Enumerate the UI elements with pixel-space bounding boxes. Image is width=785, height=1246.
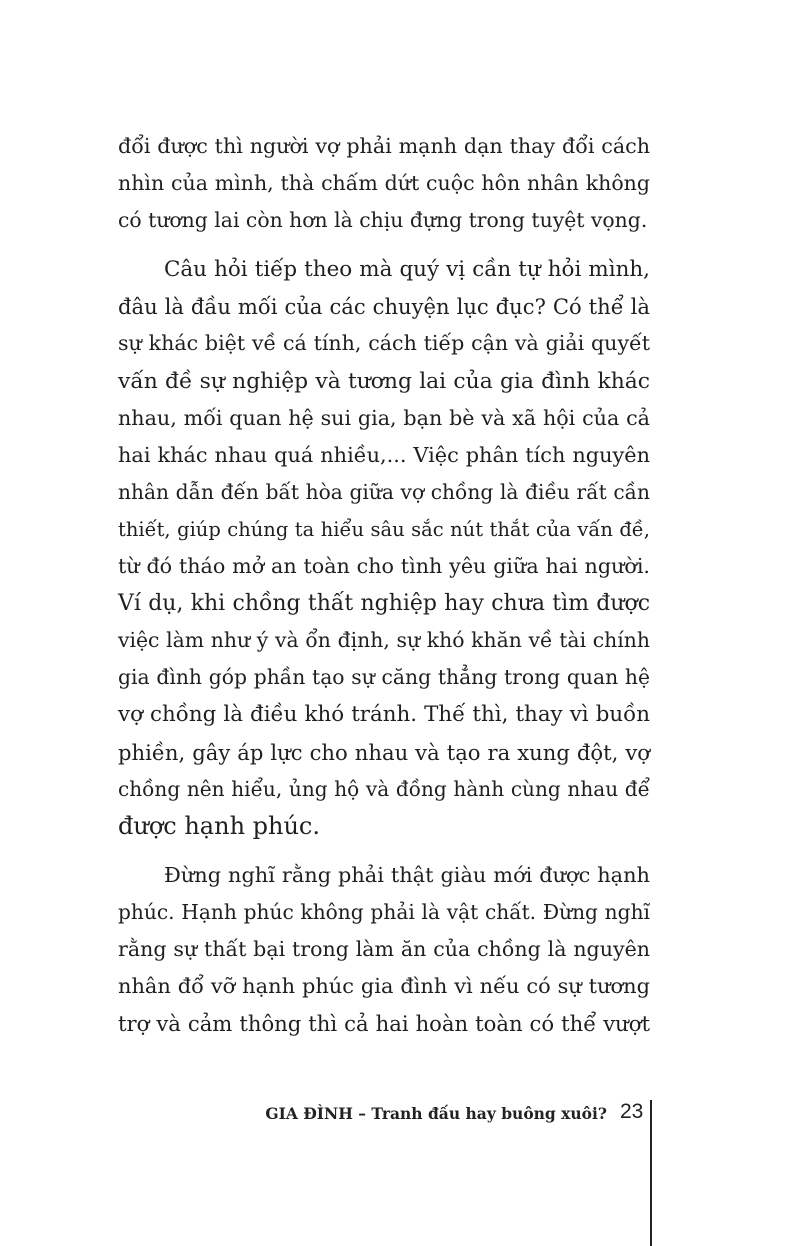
text-line: phiền, gây áp lực cho nhau và tạo ra xung đột, vợ [118, 739, 650, 765]
text-line: gia đình góp phần tạo sự căng thẳng trong quan hệ [118, 665, 650, 690]
text-line: có tương lai còn hơn là chịu đựng trong tuyệt vọng. [118, 208, 648, 233]
running-title: GIA ĐÌNH – Tranh đấu hay buông xuôi? [265, 1104, 607, 1123]
text-line: nhau, mối quan hệ sui gia, bạn bè và xã hội của cả [118, 405, 650, 430]
text-line: phúc. Hạnh phúc không phải là vật chất. Đừng nghĩ [118, 899, 650, 924]
text-line: rằng sự thất bại trong làm ăn của chồng là nguyên [118, 936, 650, 961]
text-line: trợ và cảm thông thì cả hai hoàn toàn có thể vượt [118, 1011, 650, 1037]
book-page-body [118, 128, 650, 1042]
text-line: nhìn của mình, thà chấm dứt cuộc hôn nhân không [118, 171, 650, 196]
text-line: vấn đề sự nghiệp và tương lai của gia đình khác [118, 368, 650, 394]
text-line: Câu hỏi tiếp theo mà quý vị cần tự hỏi mình, [164, 257, 650, 283]
text-line: nhân dẫn đến bất hòa giữa vợ chồng là điều rất cần [118, 479, 650, 504]
page-footer [0, 1096, 785, 1136]
text-line: sự khác biệt về cá tính, cách tiếp cận và giải quyết [118, 331, 650, 356]
margin-rule [650, 1100, 652, 1246]
text-line: vợ chồng là điều khó tránh. Thế thì, thay vì buồn [118, 702, 650, 728]
paragraph [118, 128, 650, 239]
text-line: chồng nên hiểu, ủng hộ và đồng hành cùng nhau để [118, 776, 650, 801]
paragraph [118, 857, 650, 1042]
text-line: từ đó tháo mở an toàn cho tình yêu giữa hai người. [118, 554, 650, 579]
text-line: hai khác nhau quá nhiều,... Việc phân tích nguyên [118, 442, 650, 467]
text-line: nhân đổ vỡ hạnh phúc gia đình vì nếu có sự tương [118, 974, 650, 999]
text-line: được hạnh phúc. [118, 811, 320, 840]
text-line: đâu là đầu mối của các chuyện lục đục? Có thể là [118, 294, 650, 320]
text-line: việc làm như ý và ổn định, sự khó khăn về tài chính [118, 628, 650, 653]
text-line: Ví dụ, khi chồng thất nghiệp hay chưa tìm được [118, 591, 650, 617]
page-number: 23 [620, 1100, 644, 1123]
text-line: thiết, giúp chúng ta hiểu sâu sắc nút thắt của vấn đề, [118, 517, 650, 541]
text-line: Đừng nghĩ rằng phải thật giàu mới được hạnh [164, 862, 650, 887]
paragraph [118, 251, 650, 845]
text-line: đổi được thì người vợ phải mạnh dạn thay đổi cách [118, 134, 650, 158]
